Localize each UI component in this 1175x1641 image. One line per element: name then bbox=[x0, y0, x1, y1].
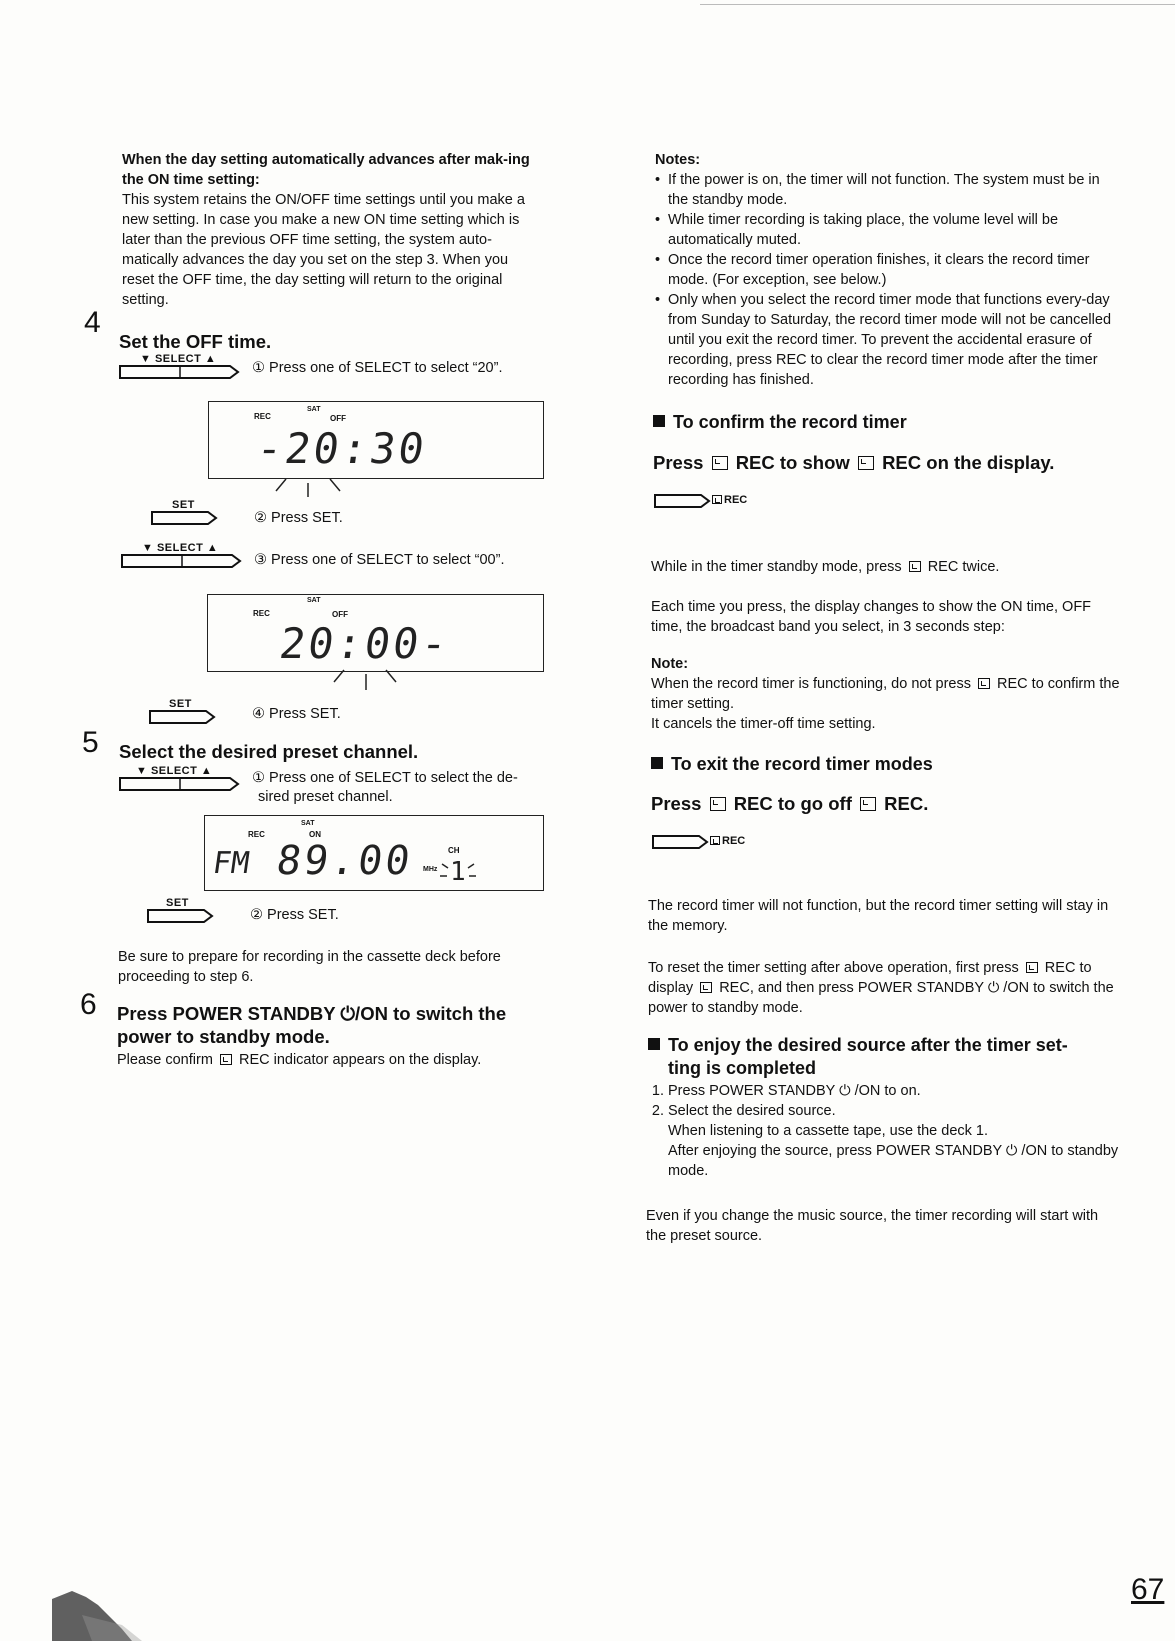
step-5-note: Be sure to prepare for recording in the cassette deck before proceeding to step 6. bbox=[118, 949, 501, 985]
step-6-title-line-2: power to standby mode. bbox=[117, 1026, 330, 1047]
notes-block bbox=[655, 150, 1120, 390]
rec-timer-icon bbox=[220, 1054, 232, 1065]
notes-list bbox=[655, 170, 1120, 390]
set-button[interactable] bbox=[150, 510, 220, 526]
exit-paragraph-2: To reset the timer setting after above operation, first press REC to display REC, and then press POWER STANDBY ⏻ /ON to switch the power to standby mode. bbox=[648, 960, 1114, 1016]
corner-scan-artifact bbox=[52, 1585, 142, 1641]
step-5-instruction-2: ② Press SET. bbox=[250, 907, 339, 923]
sat-indicator: SAT bbox=[307, 597, 321, 604]
confirm-instruction: Press REC to show REC on the display. bbox=[653, 452, 1055, 473]
blink-marks bbox=[268, 475, 348, 501]
rec-timer-icon bbox=[978, 678, 990, 689]
off-indicator: OFF bbox=[332, 610, 348, 619]
square-bullet-icon bbox=[651, 757, 663, 769]
rec-timer-icon bbox=[710, 797, 726, 811]
exit-paragraph-1: The record timer will not function, but the record timer setting will stay in the memory. bbox=[648, 898, 1109, 934]
note-text: When the record timer is functioning, do not press REC to confirm the timer setting. bbox=[651, 676, 1120, 712]
exit-section-title: To exit the record timer modes bbox=[651, 753, 933, 775]
rec-timer-icon bbox=[710, 836, 720, 845]
note-item: • Once the record timer operation finishes, it clears the record timer mode. (For exception, see below.) bbox=[655, 250, 1120, 290]
set-label: SET bbox=[169, 698, 192, 710]
rec-button[interactable] bbox=[653, 493, 713, 509]
step-5-title: Select the desired preset channel. bbox=[119, 741, 419, 762]
lcd-display-off-time-hour bbox=[208, 401, 544, 479]
rec-timer-icon bbox=[712, 456, 728, 470]
rec-button-label: REC bbox=[710, 835, 745, 847]
on-indicator: ON bbox=[309, 830, 321, 839]
enjoy-section-title: To enjoy the desired source after the timer set- ting is completed bbox=[648, 1034, 1128, 1080]
rec-timer-icon bbox=[700, 982, 712, 993]
lcd-digits: 20:00- bbox=[276, 619, 454, 668]
exit-instruction: Press REC to go off REC. bbox=[651, 793, 929, 814]
enjoy-paragraph: Even if you change the music source, the timer recording will start with the preset source. bbox=[646, 1208, 1099, 1244]
enjoy-step: 2. Select the desired source. bbox=[668, 1101, 1121, 1121]
step-5-number: 5 bbox=[82, 726, 99, 759]
step-4-instruction-2: ② Press SET. bbox=[254, 510, 343, 526]
note-item: • While timer recording is taking place, the volume level will be automatically muted. bbox=[655, 210, 1120, 250]
enjoy-step: 1. Press POWER STANDBY ⏻ /ON to on. bbox=[668, 1081, 1121, 1101]
note-item: • Only when you select the record timer mode that functions every-day from Sunday to Saturday, the record timer mode will not be cancelled until you exit the record timer. To prevent the accidental erasure of recording, press REC to clear the record timer mode after the timer recording has finished. bbox=[655, 290, 1120, 390]
step-5-instruction-1b: sired preset channel. bbox=[258, 789, 393, 805]
square-bullet-icon bbox=[648, 1038, 660, 1050]
step-5-instruction-1a: ① Press one of SELECT to select the de- bbox=[252, 770, 518, 786]
confirm-paragraph-2: Each time you press, the display changes to show the ON time, OFF time, the broadcast band you select, in 3 seconds step: bbox=[651, 599, 1092, 635]
notes-title: Notes: bbox=[655, 152, 701, 168]
step-4-number: 4 bbox=[84, 306, 101, 339]
confirm-paragraph-1: While in the timer standby mode, press REC twice. bbox=[651, 559, 1000, 575]
enjoy-steps bbox=[646, 1081, 1121, 1181]
rec-timer-icon bbox=[909, 561, 921, 572]
set-button[interactable] bbox=[148, 709, 218, 725]
intro-heading: When the day setting automatically advances after mak-ing the ON time setting: bbox=[122, 152, 530, 188]
select-button[interactable] bbox=[118, 364, 240, 380]
step-6-body: Please confirm REC indicator appears on the display. bbox=[117, 1052, 482, 1068]
sat-indicator: SAT bbox=[307, 406, 321, 413]
step-4-instruction-1: ① Press one of SELECT to select “20”. bbox=[252, 360, 503, 376]
svg-text:1: 1 bbox=[450, 857, 466, 887]
select-label: ▼ SELECT ▲ bbox=[140, 353, 217, 365]
select-label: ▼ SELECT ▲ bbox=[136, 765, 213, 777]
step-4-title: Set the OFF time. bbox=[119, 331, 272, 352]
sat-indicator: SAT bbox=[301, 820, 315, 827]
rec-indicator: REC bbox=[254, 412, 271, 421]
rec-timer-icon bbox=[858, 456, 874, 470]
set-button[interactable] bbox=[146, 908, 216, 924]
frequency-digits: 89.00 bbox=[273, 838, 416, 884]
band-label: FM bbox=[210, 846, 252, 881]
rec-timer-icon bbox=[1026, 962, 1038, 973]
note-text-2: It cancels the timer-off time setting. bbox=[651, 716, 876, 732]
rec-timer-icon bbox=[712, 495, 722, 504]
rec-indicator: REC bbox=[248, 830, 265, 839]
select-button[interactable] bbox=[120, 553, 242, 569]
lcd-display-preset-channel bbox=[204, 815, 544, 891]
confirm-section-title: To confirm the record timer bbox=[653, 411, 907, 433]
rec-button-label: REC bbox=[712, 494, 747, 506]
note-item: • If the power is on, the timer will not function. The system must be in the standby mode. bbox=[655, 170, 1120, 210]
lcd-display-off-time-minute bbox=[207, 594, 544, 672]
select-label: ▼ SELECT ▲ bbox=[142, 542, 219, 554]
off-indicator: OFF bbox=[330, 414, 346, 423]
step-6-title-line-1: Press POWER STANDBY ⏻/ON to switch the bbox=[117, 1003, 507, 1024]
note-title: Note: bbox=[651, 656, 689, 672]
square-bullet-icon bbox=[653, 415, 665, 427]
select-button[interactable] bbox=[118, 776, 240, 792]
step-6-number: 6 bbox=[80, 988, 97, 1021]
step-4-instruction-3: ③ Press one of SELECT to select “00”. bbox=[254, 552, 505, 568]
intro-body: This system retains the ON/OFF time settings until you make a new setting. In case you make a new ON time setting which is later than the previous OFF time setting, the system auto-matically advances the day you set on the step 3. When you reset the OFF time, the day setting will return to the original setting. bbox=[122, 192, 525, 308]
enjoy-list bbox=[646, 1081, 1121, 1121]
rec-timer-icon bbox=[860, 797, 876, 811]
enjoy-sub-1: When listening to a cassette tape, use the deck 1. bbox=[668, 1123, 988, 1139]
enjoy-sub-2: After enjoying the source, press POWER STANDBY ⏻ /ON to standby mode. bbox=[668, 1143, 1119, 1179]
page-number: 67 bbox=[1131, 1573, 1165, 1606]
rec-button[interactable] bbox=[651, 834, 711, 850]
channel-blink-icon bbox=[438, 854, 478, 888]
top-rule bbox=[700, 4, 1175, 5]
step-4-instruction-4: ④ Press SET. bbox=[252, 706, 341, 722]
ch-indicator: CH bbox=[448, 846, 460, 855]
mhz-indicator: MHz bbox=[423, 866, 438, 873]
blink-marks bbox=[330, 664, 400, 694]
set-label: SET bbox=[166, 897, 189, 909]
set-label: SET bbox=[172, 499, 195, 511]
intro-block bbox=[122, 150, 542, 310]
note-block bbox=[651, 654, 1121, 734]
rec-indicator: REC bbox=[253, 609, 270, 618]
lcd-digits: -20:30 bbox=[253, 424, 431, 473]
